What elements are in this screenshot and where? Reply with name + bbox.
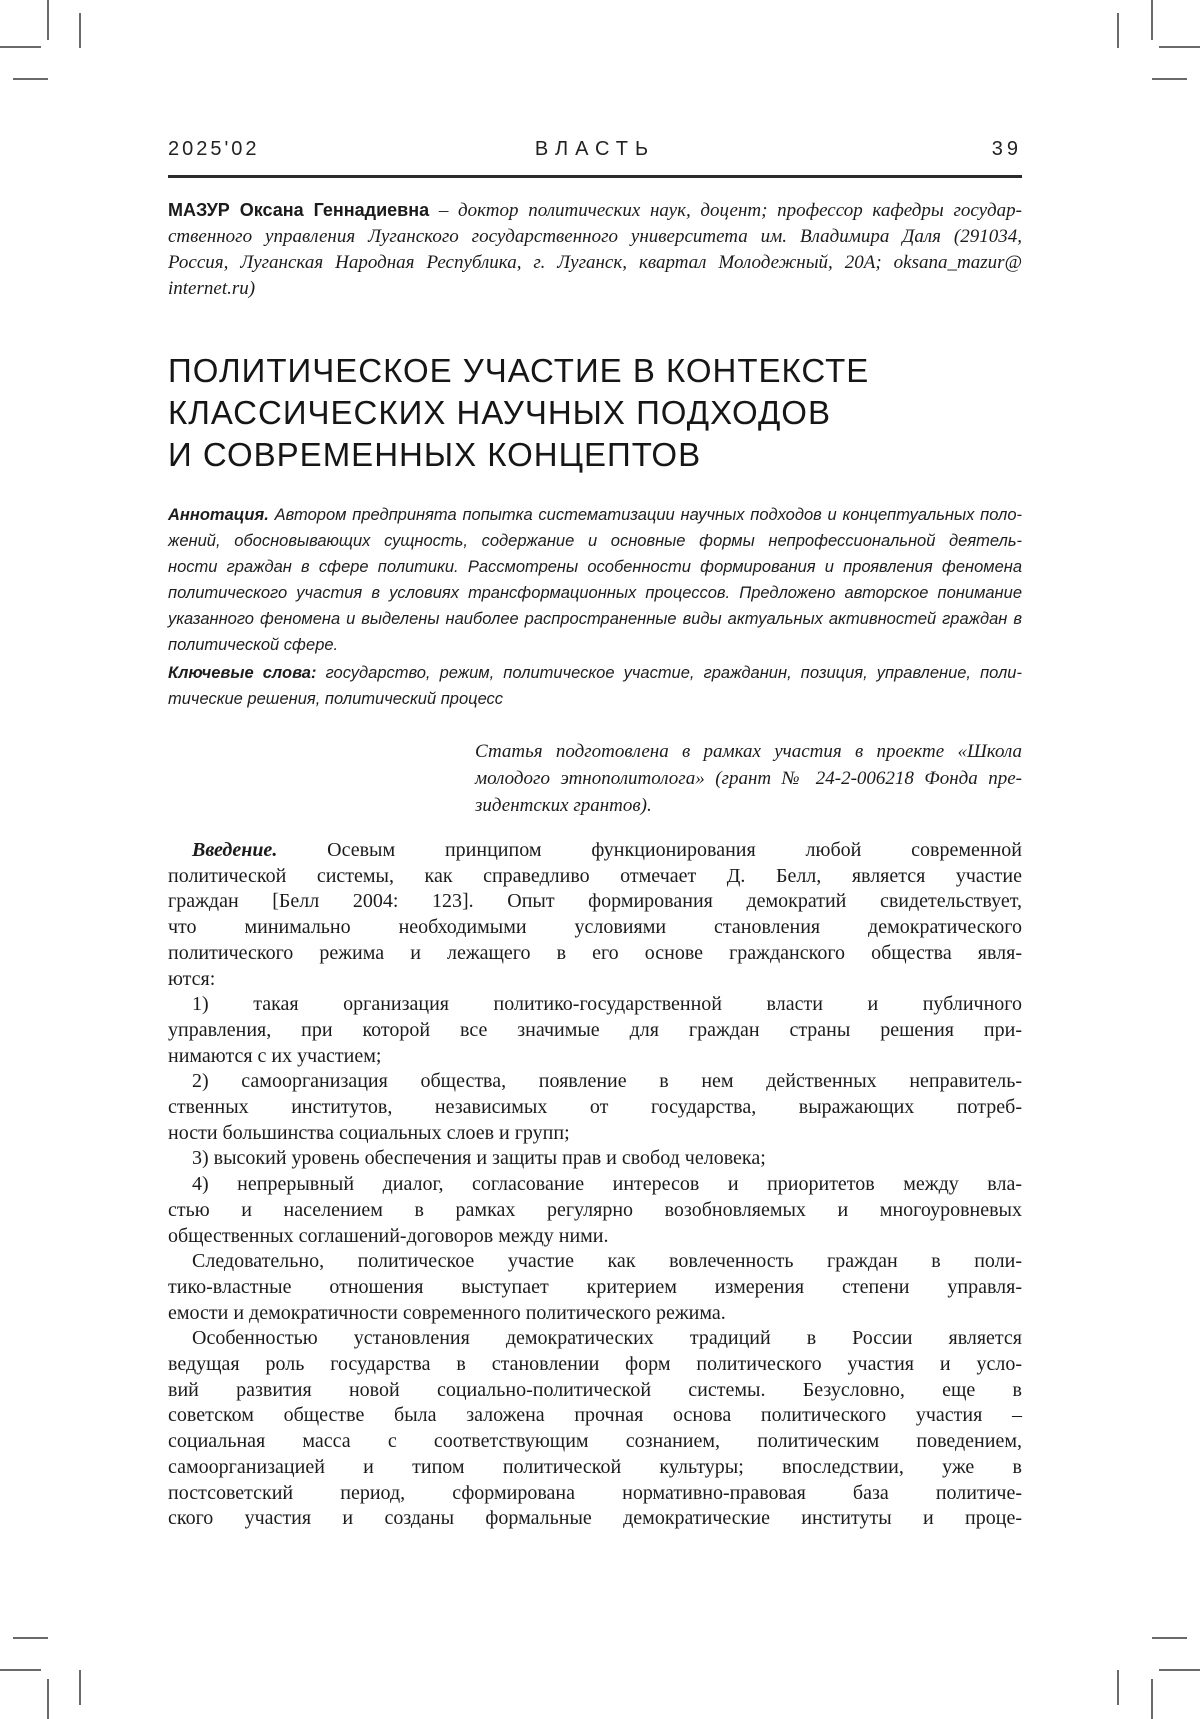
- text-line: управления, при которой все значимые для граждан страны решения при-: [168, 1018, 1022, 1041]
- crop-mark: [1117, 13, 1119, 48]
- text-line: КЛАССИЧЕСКИХ НАУЧНЫХ ПОДХОДОВ: [168, 394, 831, 431]
- crop-mark: [13, 1637, 48, 1639]
- text-line: самоорганизацией и типом политической культуры; впоследствии, уже в: [168, 1455, 1022, 1478]
- abstract: [168, 502, 1022, 658]
- text-line: политического режима и лежащего в его основе гражданского общества явля-: [168, 941, 1022, 964]
- text-line: МАЗУР Оксана Геннадиевна – доктор политических наук, доцент; профессор кафедры государ-: [168, 200, 1022, 221]
- text-line: Введение. Осевым принципом функционирования любой современной: [192, 839, 1022, 861]
- crop-mark: [1152, 78, 1187, 80]
- crop-mark: [47, 1679, 49, 1719]
- journal-title: ВЛАСТЬ: [534, 138, 656, 160]
- text-line: ского участия и созданы формальные демократические институты и проце-: [168, 1507, 1022, 1530]
- header-rule: [168, 175, 1022, 178]
- text-line: Россия, Луганская Народная Республика, г. Луганск, квартал Молодежный, 20А; oksana_mazur@: [168, 252, 1022, 273]
- text-line: постсоветский период, сформирована нормативно-правовая база политиче-: [168, 1481, 1022, 1504]
- text-line: что минимально необходимыми условиями становления демократического: [168, 916, 1022, 939]
- text-line: тико-властные отношения выступает критерием измерения степени управля-: [168, 1275, 1022, 1298]
- text-line: социальная масса с соответствующим сознанием, политическим поведением,: [168, 1430, 1022, 1453]
- crop-mark: [0, 46, 41, 48]
- text-line: ПОЛИТИЧЕСКОЕ УЧАСТИЕ В КОНТЕКСТЕ: [168, 352, 870, 389]
- text-line: политической системы, как справедливо отмечает Д. Белл, является участие: [168, 864, 1022, 887]
- article-body: [168, 838, 1022, 1532]
- text-line: ственных институтов, независимых от государства, выражающих потреб-: [168, 1096, 1022, 1119]
- crop-mark: [1159, 46, 1200, 48]
- text-line: жений, обосновывающих сущность, содержание и основные формы непрофессиональной деятель-: [168, 532, 1022, 550]
- text-line: ности большинства социальных слоев и групп;: [168, 1121, 570, 1144]
- lead-label: Аннотация.: [168, 506, 269, 524]
- grant-note: [475, 738, 1022, 819]
- text-line: Ключевые слова: государство, режим, политическое участие, гражданин, позиция, управление, поли-: [168, 664, 1022, 682]
- running-head: [168, 138, 1022, 162]
- text-line: ности граждан в сфере политики. Рассмотрены особенности формирования и проявления феномена: [168, 558, 1022, 576]
- text-line: Аннотация. Автором предпринята попытка систематизации научных подходов и концептуальных поло-: [168, 506, 1022, 524]
- text-line: 2) самоорганизация общества, появление в нем действенных неправитель-: [192, 1070, 1022, 1093]
- text-line: ведущая роль государства в становлении форм политического участия и усло-: [168, 1353, 1022, 1376]
- article-title: [168, 350, 1048, 476]
- text-line: И СОВРЕМЕННЫХ КОНЦЕПТОВ: [168, 436, 702, 473]
- lead-label: Введение.: [192, 839, 278, 861]
- text-line: граждан [Белл 2004: 123]. Опыт формирования демократий свидетельствует,: [168, 890, 1022, 913]
- text-line: Статья подготовлена в рамках участия в проекте «Школа: [475, 741, 1022, 762]
- text-line: нимаются с их участием;: [168, 1044, 382, 1067]
- text-line: молодого этнополитолога» (грант № 24-2-006218 Фонда пре-: [475, 768, 1022, 789]
- text-line: зидентских грантов).: [475, 795, 652, 816]
- author-block: [168, 197, 1022, 302]
- journal-issue: 2025'02: [168, 138, 260, 160]
- text-line: тические решения, политический процесс: [168, 690, 504, 708]
- crop-mark: [79, 1670, 81, 1705]
- crop-mark: [47, 0, 49, 40]
- lead-label: Ключевые слова:: [168, 664, 317, 682]
- crop-mark: [1152, 1637, 1187, 1639]
- text-line: Особенностью установления демократических традиций в России является: [192, 1327, 1022, 1350]
- crop-mark: [0, 1669, 41, 1671]
- crop-mark: [13, 78, 48, 80]
- text-line: ственного управления Луганского государственного университета им. Владимира Даля (291034,: [168, 226, 1022, 247]
- crop-mark: [1151, 1679, 1153, 1719]
- crop-mark: [1159, 1669, 1200, 1671]
- text-line: указанного феномена и выделены наиболее распространенные виды актуальных активностей граждан в: [168, 610, 1022, 628]
- crop-mark: [79, 13, 81, 48]
- text-line: Следовательно, политическое участие как вовлеченность граждан в поли-: [192, 1250, 1022, 1273]
- text-line: 4) непрерывный диалог, согласование интересов и приоритетов между вла-: [192, 1173, 1022, 1196]
- text-line: ются:: [168, 967, 216, 990]
- crop-mark: [1151, 0, 1153, 40]
- text-line: общественных соглашений-договоров между ними.: [168, 1224, 609, 1247]
- keywords: [168, 660, 1022, 712]
- lead-label: МАЗУР Оксана Геннадиевна: [168, 200, 430, 220]
- text-line: емости и демократичности современного политического режима.: [168, 1301, 726, 1324]
- text-line: вий развития новой социально-политической системы. Безусловно, еще в: [168, 1378, 1022, 1401]
- text-line: 3) высокий уровень обеспечения и защиты прав и свобод человека;: [192, 1147, 766, 1170]
- text-line: internet.ru): [168, 278, 256, 299]
- page-number: 39: [991, 138, 1022, 160]
- text-line: 1) такая организация политико-государственной власти и публичного: [192, 993, 1022, 1016]
- crop-mark: [1117, 1670, 1119, 1705]
- text-line: стью и населением в рамках регулярно возобновляемых и многоуровневых: [168, 1198, 1022, 1221]
- text-line: политического участия в условиях трансформационных процессов. Предложено авторское понимание: [168, 584, 1022, 602]
- text-line: советском обществе была заложена прочная основа политического участия –: [168, 1404, 1022, 1427]
- text-line: политической сфере.: [168, 636, 339, 654]
